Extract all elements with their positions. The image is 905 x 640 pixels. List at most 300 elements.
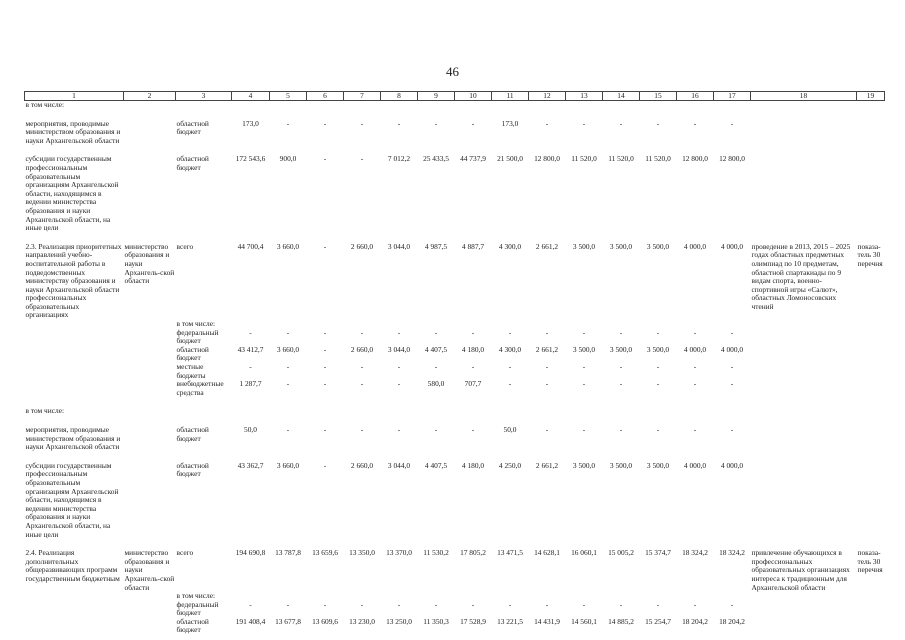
amount-cell: - xyxy=(397,426,401,434)
table-row xyxy=(25,380,885,397)
amount-cell: - xyxy=(434,426,438,434)
column-number-header: 15 xyxy=(640,92,677,101)
responsible-cell xyxy=(124,320,176,329)
amount-cell: - xyxy=(582,119,586,128)
amount-cell: - xyxy=(286,328,290,337)
header-row xyxy=(25,92,885,101)
amount-cell xyxy=(677,101,714,110)
activity-name-cell: мероприятия, проводимые министерством образования и науки Архангельской области xyxy=(25,119,121,145)
amount-cell xyxy=(307,101,344,110)
amount-cell: 3 044,0 xyxy=(387,242,411,251)
activity-name-cell: 2.3. Реализация приоритетных направлений учебно-воспитательной работы в подведомственных министерству образования и науки Архангельской области профессиональных образовательных организациях xyxy=(25,242,122,320)
table-row xyxy=(25,243,885,320)
expected-result-cell: проведение в 2013, 2015 – 2025 годах областных предметных олимпиад по 10 предметам, областной спартакиады по 9 видам спорта, военно-спортивной игры «Салют», областных Ломоносовских чтений xyxy=(751,242,851,311)
indicator-cell xyxy=(857,380,885,397)
amount-cell: 18 324,2 xyxy=(682,549,708,558)
amount-cell: 1 287,7 xyxy=(239,380,262,389)
activity-name-cell xyxy=(25,601,124,618)
amount-cell: 4 000,0 xyxy=(720,345,744,354)
amount-cell: 4 300,0 xyxy=(498,242,522,251)
table-row xyxy=(25,101,885,110)
amount-cell: - xyxy=(656,380,660,389)
amount-cell xyxy=(455,101,492,110)
amount-cell: 2 661,2 xyxy=(535,461,559,470)
amount-cell: 11 520,0 xyxy=(608,155,634,164)
amount-cell: 3 500,0 xyxy=(646,242,670,251)
amount-cell: 3 500,0 xyxy=(609,461,633,470)
amount-cell: - xyxy=(323,363,327,372)
funding-source-cell: областной бюджет xyxy=(176,155,209,172)
column-number-header: 16 xyxy=(677,92,714,101)
amount-cell: 14 431,9 xyxy=(534,617,560,626)
amount-cell: 3 660,0 xyxy=(276,242,300,251)
amount-cell: - xyxy=(545,426,549,434)
amount-cell: - xyxy=(693,426,697,434)
amount-cell: 50,0 xyxy=(503,426,517,434)
table-row xyxy=(25,155,885,232)
activity-name-cell xyxy=(25,329,124,346)
table-row xyxy=(25,601,885,618)
expected-result-cell xyxy=(751,120,857,146)
expected-result-cell xyxy=(751,320,857,329)
row-gap-cell xyxy=(25,145,885,155)
amount-cell: - xyxy=(360,363,364,372)
amount-cell: - xyxy=(582,328,586,337)
amount-cell: 14 628,1 xyxy=(534,549,560,558)
amount-cell xyxy=(381,101,418,110)
amount-cell: 4 407,5 xyxy=(424,461,448,470)
amount-cell: - xyxy=(360,328,364,337)
amount-cell: - xyxy=(619,380,623,389)
amount-cell xyxy=(714,592,751,601)
amount-cell xyxy=(492,407,529,416)
amount-cell xyxy=(270,101,307,110)
amount-cell: - xyxy=(693,328,697,337)
amount-cell xyxy=(492,592,529,601)
responsible-cell xyxy=(124,426,176,452)
activity-name-cell xyxy=(25,363,124,380)
funding-source-cell: внебюджетные средства xyxy=(176,380,224,397)
amount-cell: - xyxy=(619,119,623,128)
activity-name-cell: субсидии государственным профессиональным образовательным организациям Архангельской области, находящимся в ведении министерства образования и науки Архангельской области, на иные цели xyxy=(25,461,119,539)
responsible-cell xyxy=(124,101,176,110)
amount-cell: - xyxy=(545,328,549,337)
column-number-header: 14 xyxy=(603,92,640,101)
amount-cell: - xyxy=(286,600,290,609)
responsible-cell xyxy=(124,592,176,601)
expected-result-cell xyxy=(751,407,857,416)
amount-cell: - xyxy=(730,328,734,337)
column-number-header: 1 xyxy=(25,92,124,101)
amount-cell xyxy=(455,407,492,416)
expected-result-cell xyxy=(751,426,857,452)
table-row xyxy=(25,329,885,346)
amount-cell: - xyxy=(434,363,438,372)
amount-cell xyxy=(307,320,344,329)
amount-cell: 11 520,0 xyxy=(571,155,597,164)
amount-cell: - xyxy=(693,363,697,372)
amount-cell: 3 044,0 xyxy=(387,461,411,470)
table-row xyxy=(25,462,885,539)
amount-cell: - xyxy=(323,600,327,609)
amount-cell: 580,0 xyxy=(427,380,445,389)
amount-cell: - xyxy=(323,461,327,470)
amount-cell: 50,0 xyxy=(244,426,257,434)
column-number-header: 9 xyxy=(418,92,455,101)
table-row xyxy=(25,320,885,329)
amount-cell: - xyxy=(286,363,290,372)
activity-name-cell: мероприятия, проводимые министерством образования и науки Архангельской области xyxy=(25,426,121,452)
amount-cell xyxy=(492,101,529,110)
amount-cell: - xyxy=(434,119,438,128)
amount-cell: - xyxy=(397,600,401,609)
table-row xyxy=(25,407,885,416)
amount-cell: 13 659,6 xyxy=(312,549,338,558)
funding-source-cell: областной бюджет xyxy=(176,119,209,137)
amount-cell xyxy=(307,592,344,601)
expected-result-cell xyxy=(751,618,857,635)
amount-cell: 11 520,0 xyxy=(645,155,671,164)
expected-result-cell xyxy=(751,380,857,397)
amount-cell: 18 204,2 xyxy=(682,617,708,626)
amount-cell: - xyxy=(471,328,475,337)
column-number-header: 3 xyxy=(176,92,232,101)
amount-cell: - xyxy=(656,600,660,609)
amount-cell: 3 500,0 xyxy=(572,345,596,354)
amount-cell xyxy=(307,407,344,416)
amount-cell xyxy=(640,101,677,110)
amount-cell xyxy=(270,320,307,329)
amount-cell xyxy=(714,320,751,329)
activity-name-cell xyxy=(25,380,124,397)
indicator-cell xyxy=(857,320,885,329)
amount-cell: 12 800,0 xyxy=(719,155,745,164)
amount-cell: - xyxy=(693,119,697,128)
amount-cell: 13 350,0 xyxy=(349,549,375,558)
amount-cell: - xyxy=(545,600,549,609)
amount-cell: - xyxy=(471,600,475,609)
row-gap-cell xyxy=(25,233,885,243)
table-row xyxy=(25,363,885,380)
amount-cell xyxy=(381,592,418,601)
expected-result-cell xyxy=(751,462,857,539)
table-row xyxy=(25,426,885,452)
amount-cell xyxy=(381,407,418,416)
amount-cell: 18 204,2 xyxy=(719,617,745,626)
amount-cell: 2 660,0 xyxy=(350,345,374,354)
amount-cell: 4 300,0 xyxy=(498,345,522,354)
amount-cell: - xyxy=(582,426,586,434)
funding-source-cell: всего xyxy=(176,549,194,558)
row-gap-cell xyxy=(25,110,885,120)
amount-cell xyxy=(455,320,492,329)
row-gap xyxy=(25,397,885,407)
funding-source-cell: местные бюджеты xyxy=(176,363,206,380)
amount-cell xyxy=(640,320,677,329)
amount-cell xyxy=(677,407,714,416)
amount-cell: - xyxy=(434,328,438,337)
amount-cell: 173,0 xyxy=(242,119,259,128)
amount-cell: 172 543,6 xyxy=(235,155,266,164)
amount-cell xyxy=(529,592,566,601)
table-row xyxy=(25,618,885,635)
column-number-header: 18 xyxy=(751,92,857,101)
funding-source-cell: областной бюджет xyxy=(176,461,209,479)
responsible-cell xyxy=(124,462,176,539)
column-number-header: 10 xyxy=(455,92,492,101)
amount-cell: - xyxy=(397,328,401,337)
amount-cell: - xyxy=(471,363,475,372)
responsible-cell xyxy=(124,363,176,380)
amount-cell: - xyxy=(249,600,252,609)
amount-cell: 11 530,2 xyxy=(423,549,449,558)
funding-source-cell: федеральный бюджет xyxy=(176,328,219,346)
amount-cell: - xyxy=(286,119,290,128)
activity-name-cell: субсидии государственным профессиональным образовательным организациям Архангельской области, находящимся в ведении министерства образования и науки Архангельской области, на иные цели xyxy=(25,155,119,233)
amount-cell xyxy=(232,101,270,110)
budget-table xyxy=(24,91,885,635)
amount-cell: - xyxy=(323,119,327,128)
amount-cell: - xyxy=(582,363,586,372)
amount-cell: 2 661,2 xyxy=(535,242,559,251)
amount-cell: 15 254,7 xyxy=(645,617,671,626)
amount-cell: 7 012,2 xyxy=(387,155,411,164)
responsible-cell xyxy=(124,601,176,618)
column-number-header: 11 xyxy=(492,92,529,101)
amount-cell xyxy=(677,320,714,329)
amount-cell: - xyxy=(508,363,512,372)
activity-name-cell xyxy=(25,618,124,635)
amount-cell xyxy=(566,320,603,329)
amount-cell: - xyxy=(508,328,512,337)
amount-cell: 12 800,0 xyxy=(682,155,708,164)
indicator-cell: показа-тель 30 перечня xyxy=(857,242,883,268)
amount-cell xyxy=(603,407,640,416)
amount-cell: 191 408,4 xyxy=(235,617,266,626)
amount-cell: 17 805,2 xyxy=(460,549,486,558)
amount-cell: 4 000,0 xyxy=(683,461,707,470)
responsible-cell xyxy=(124,155,176,232)
amount-cell xyxy=(418,592,455,601)
funding-source-cell: областной бюджет xyxy=(176,617,209,635)
activity-name-cell xyxy=(25,346,124,363)
amount-cell: 13 221,5 xyxy=(497,617,523,626)
column-number-header: 12 xyxy=(529,92,566,101)
row-gap xyxy=(25,539,885,549)
amount-cell: - xyxy=(693,600,697,609)
funding-source-cell: в том числе: xyxy=(176,320,216,329)
amount-cell: 4 000,0 xyxy=(720,242,744,251)
amount-cell xyxy=(529,407,566,416)
amount-cell xyxy=(714,407,751,416)
activity-name-cell: в том числе: xyxy=(25,100,65,109)
amount-cell: 4 180,0 xyxy=(461,345,485,354)
amount-cell xyxy=(677,592,714,601)
expected-result-cell xyxy=(751,155,857,232)
amount-cell: - xyxy=(730,363,734,372)
amount-cell: - xyxy=(323,328,327,337)
amount-cell: - xyxy=(545,363,549,372)
amount-cell: 13 250,0 xyxy=(386,617,412,626)
amount-cell: - xyxy=(730,380,734,389)
amount-cell: 21 500,0 xyxy=(497,155,523,164)
amount-cell: 18 324,2 xyxy=(719,549,745,558)
amount-cell: 44 737,9 xyxy=(460,155,486,164)
amount-cell: 3 660,0 xyxy=(276,461,300,470)
amount-cell: - xyxy=(323,155,327,164)
responsible-cell xyxy=(124,407,176,416)
amount-cell: - xyxy=(323,380,327,389)
amount-cell: 3 500,0 xyxy=(609,345,633,354)
amount-cell: 16 060,1 xyxy=(571,549,597,558)
amount-cell: 14 885,2 xyxy=(608,617,634,626)
amount-cell xyxy=(418,101,455,110)
amount-cell: 4 000,0 xyxy=(683,345,707,354)
amount-cell xyxy=(344,320,381,329)
amount-cell: 13 230,0 xyxy=(349,617,375,626)
amount-cell: 4 987,5 xyxy=(424,242,448,251)
amount-cell: 4 000,0 xyxy=(683,242,707,251)
amount-cell: 13 370,0 xyxy=(386,549,412,558)
amount-cell: - xyxy=(286,426,290,434)
amount-cell: - xyxy=(360,380,364,389)
amount-cell: 4 887,7 xyxy=(461,242,485,251)
amount-cell xyxy=(270,592,307,601)
amount-cell: - xyxy=(397,119,401,128)
amount-cell xyxy=(603,320,640,329)
amount-cell xyxy=(344,407,381,416)
responsible-cell xyxy=(124,329,176,346)
row-gap xyxy=(25,233,885,243)
amount-cell: - xyxy=(323,426,327,434)
funding-source-cell: областной бюджет xyxy=(176,345,209,363)
column-number-header: 6 xyxy=(307,92,344,101)
amount-cell: 3 500,0 xyxy=(646,345,670,354)
amount-cell: 4 000,0 xyxy=(720,461,744,470)
amount-cell xyxy=(344,101,381,110)
amount-cell: - xyxy=(545,380,549,389)
amount-cell: - xyxy=(360,155,364,164)
amount-cell: 3 660,0 xyxy=(276,345,300,354)
amount-cell xyxy=(232,407,270,416)
expected-result-cell xyxy=(751,329,857,346)
amount-cell xyxy=(640,407,677,416)
amount-cell: - xyxy=(397,363,401,372)
responsible-cell xyxy=(124,120,176,146)
indicator-cell xyxy=(857,155,885,232)
row-gap xyxy=(25,110,885,120)
amount-cell: - xyxy=(730,119,734,128)
funding-source-cell: всего xyxy=(176,242,194,251)
amount-cell: - xyxy=(730,600,734,609)
amount-cell: 12 800,0 xyxy=(534,155,560,164)
amount-cell: 2 660,0 xyxy=(350,461,374,470)
amount-cell: - xyxy=(656,328,660,337)
responsible-cell: министерство образования и науки Архангель-ской области xyxy=(124,242,175,286)
amount-cell: - xyxy=(360,119,364,128)
amount-cell xyxy=(640,592,677,601)
amount-cell: 15 374,7 xyxy=(645,549,671,558)
amount-cell: 43 362,7 xyxy=(237,461,264,470)
amount-cell: - xyxy=(249,328,252,337)
amount-cell: 15 005,2 xyxy=(608,549,634,558)
table-row xyxy=(25,120,885,146)
amount-cell: 13 471,5 xyxy=(497,549,523,558)
indicator-cell: показа-тель 30 перечня xyxy=(857,549,883,575)
amount-cell xyxy=(232,320,270,329)
amount-cell xyxy=(418,407,455,416)
amount-cell: - xyxy=(360,600,364,609)
amount-cell: 13 677,8 xyxy=(275,617,301,626)
amount-cell: - xyxy=(471,426,475,434)
amount-cell: 11 350,3 xyxy=(423,617,449,626)
amount-cell xyxy=(529,320,566,329)
amount-cell: - xyxy=(360,426,364,434)
amount-cell: 43 412,7 xyxy=(237,345,264,354)
expected-result-cell xyxy=(751,592,857,601)
expected-result-cell xyxy=(751,601,857,618)
column-number-header: 19 xyxy=(857,92,885,101)
amount-cell: 25 433,5 xyxy=(423,155,449,164)
expected-result-cell xyxy=(751,363,857,380)
amount-cell: - xyxy=(693,380,697,389)
funding-source-cell: областной бюджет xyxy=(176,426,209,443)
amount-cell: - xyxy=(508,600,512,609)
row-gap-cell xyxy=(25,539,885,549)
table-row xyxy=(25,549,885,592)
amount-cell xyxy=(381,320,418,329)
responsible-cell xyxy=(124,380,176,397)
activity-name-cell: в том числе: xyxy=(25,407,65,416)
amount-cell xyxy=(603,592,640,601)
amount-cell: 3 500,0 xyxy=(609,242,633,251)
expected-result-cell xyxy=(751,346,857,363)
amount-cell: 4 407,5 xyxy=(424,345,448,354)
amount-cell: - xyxy=(434,600,438,609)
activity-name-cell xyxy=(25,592,124,601)
amount-cell: 13 609,6 xyxy=(312,617,338,626)
amount-cell: 3 500,0 xyxy=(572,242,596,251)
row-gap-cell xyxy=(25,452,885,462)
amount-cell: - xyxy=(656,363,660,372)
row-gap xyxy=(25,416,885,426)
column-number-header: 13 xyxy=(566,92,603,101)
amount-cell: - xyxy=(619,363,623,372)
funding-source-cell xyxy=(176,101,232,110)
row-gap-cell xyxy=(25,397,885,407)
amount-cell: 3 500,0 xyxy=(646,461,670,470)
amount-cell: - xyxy=(730,426,734,434)
column-number-header: 2 xyxy=(124,92,176,101)
amount-cell: - xyxy=(582,380,586,389)
funding-source-cell xyxy=(176,407,232,416)
amount-cell: 2 661,2 xyxy=(535,345,559,354)
indicator-cell xyxy=(857,407,885,416)
indicator-cell xyxy=(857,101,885,110)
amount-cell xyxy=(270,407,307,416)
amount-cell: - xyxy=(471,119,475,128)
amount-cell: - xyxy=(656,426,660,434)
table-row xyxy=(25,346,885,363)
indicator-cell xyxy=(857,592,885,601)
amount-cell xyxy=(566,101,603,110)
indicator-cell xyxy=(857,363,885,380)
column-number-header: 7 xyxy=(344,92,381,101)
table-row xyxy=(25,592,885,601)
amount-cell: 194 690,8 xyxy=(235,549,266,558)
amount-cell: - xyxy=(286,380,290,389)
amount-cell xyxy=(566,592,603,601)
